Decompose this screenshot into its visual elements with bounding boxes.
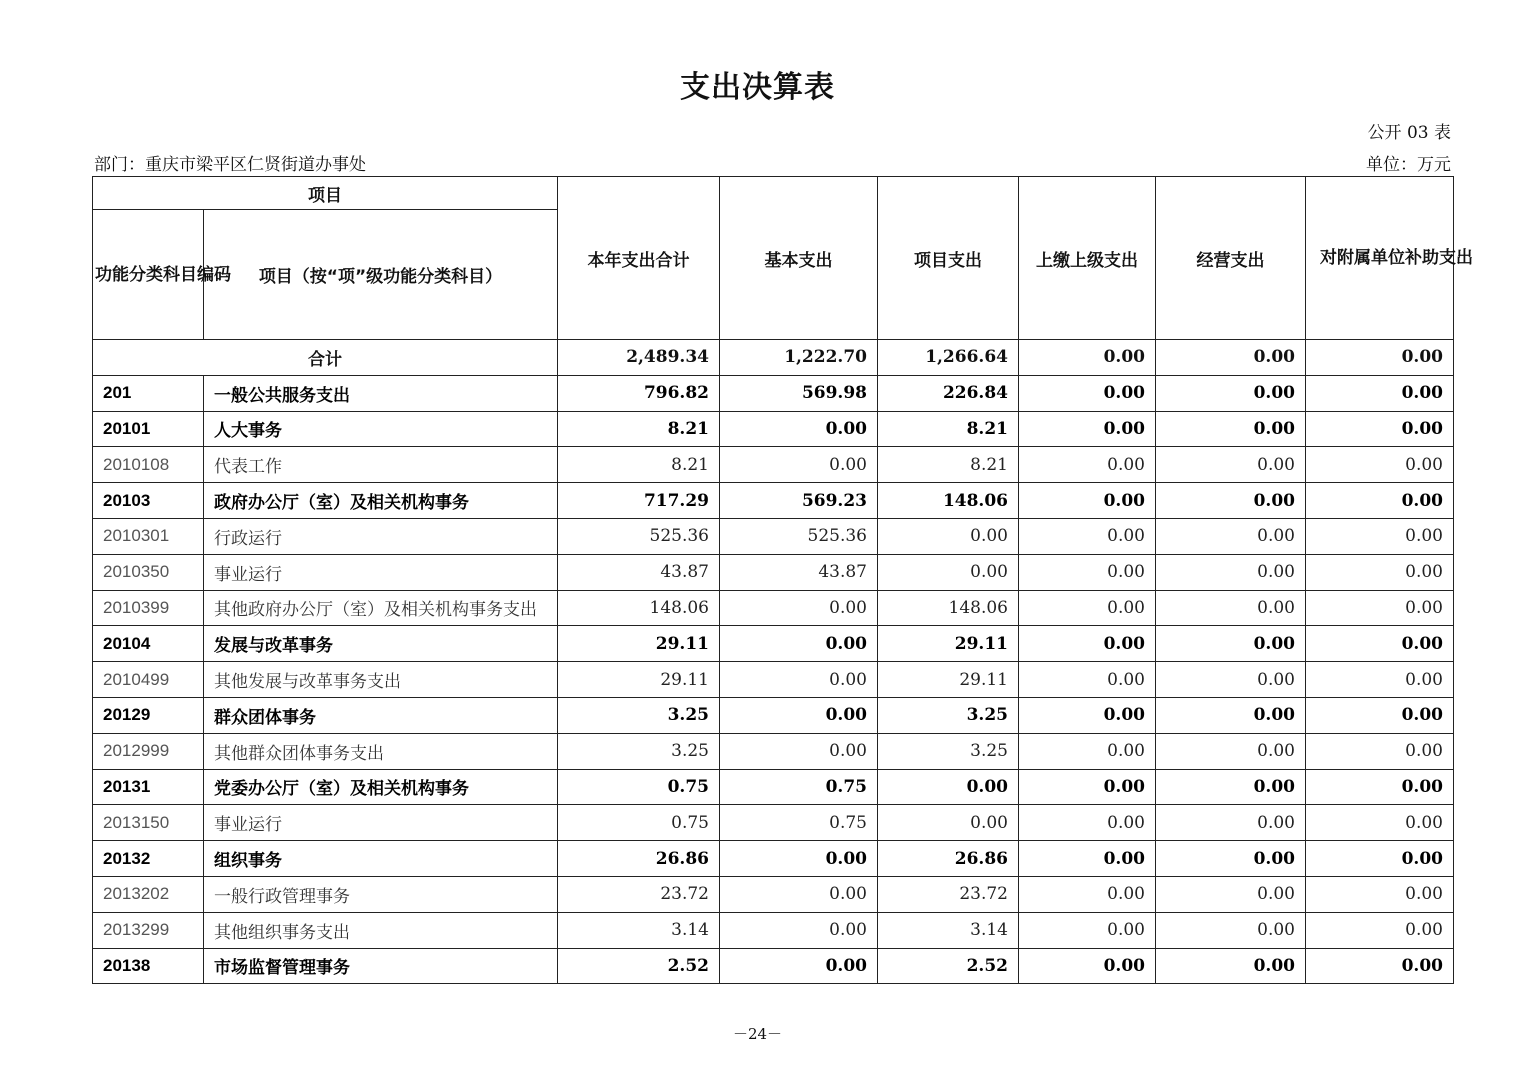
- cell-code: 20103: [93, 483, 204, 519]
- cell-subsidy: 0.00: [1306, 805, 1454, 841]
- cell-project: 29.11: [878, 626, 1019, 662]
- cell-project: 0.00: [878, 769, 1019, 805]
- cell-operating: 0.00: [1156, 554, 1306, 590]
- cell-basic: 0.00: [720, 912, 878, 948]
- cell-operating: 0.00: [1156, 411, 1306, 447]
- cell-subsidy: 0.00: [1306, 375, 1454, 411]
- cell-upper: 0.00: [1019, 876, 1156, 912]
- cell-subsidy: 0.00: [1306, 841, 1454, 877]
- cell-operating: 0.00: [1156, 626, 1306, 662]
- cell-operating: 0.00: [1156, 590, 1306, 626]
- cell-code: 2013202: [93, 876, 204, 912]
- header-project: 项目支出: [878, 177, 1019, 340]
- header-code: 功能分类科目编码: [93, 210, 204, 340]
- cell-name: 其他群众团体事务支出: [204, 733, 558, 769]
- cell-upper: 0.00: [1019, 769, 1156, 805]
- cell-upper: 0.00: [1019, 912, 1156, 948]
- cell-operating: 0.00: [1156, 769, 1306, 805]
- header-name: 项目（按“项”级功能分类科目）: [204, 210, 558, 340]
- unit-label: 单位：万元: [1366, 155, 1451, 175]
- cell-project: 26.86: [878, 841, 1019, 877]
- cell-total: 3.14: [558, 912, 720, 948]
- cell-subsidy: 0.00: [1306, 554, 1454, 590]
- cell-upper: 0.00: [1019, 483, 1156, 519]
- cell-upper: 0.00: [1019, 590, 1156, 626]
- cell-code: 2010108: [93, 447, 204, 483]
- total-cell-basic: 1,222.70: [720, 340, 878, 376]
- cell-basic: 0.00: [720, 697, 878, 733]
- cell-subsidy: 0.00: [1306, 411, 1454, 447]
- cell-name: 其他政府办公厅（室）及相关机构事务支出: [204, 590, 558, 626]
- table-row: [93, 769, 1454, 805]
- cell-total: 148.06: [558, 590, 720, 626]
- cell-operating: 0.00: [1156, 375, 1306, 411]
- cell-code: 2010350: [93, 554, 204, 590]
- cell-upper: 0.00: [1019, 447, 1156, 483]
- header-upper: 上缴上级支出: [1019, 177, 1156, 340]
- cell-total: 8.21: [558, 447, 720, 483]
- cell-subsidy: 0.00: [1306, 912, 1454, 948]
- cell-project: 3.25: [878, 697, 1019, 733]
- total-label: 合计: [93, 340, 558, 376]
- cell-name: 一般公共服务支出: [204, 375, 558, 411]
- page-number: －24－: [732, 1025, 783, 1043]
- cell-subsidy: 0.00: [1306, 769, 1454, 805]
- cell-subsidy: 0.00: [1306, 733, 1454, 769]
- table-row: [93, 590, 1454, 626]
- cell-basic: 0.75: [720, 769, 878, 805]
- cell-name: 其他组织事务支出: [204, 912, 558, 948]
- cell-project: 3.25: [878, 733, 1019, 769]
- cell-basic: 0.00: [720, 841, 878, 877]
- cell-name: 群众团体事务: [204, 697, 558, 733]
- cell-total: 8.21: [558, 411, 720, 447]
- cell-subsidy: 0.00: [1306, 662, 1454, 698]
- cell-project: 0.00: [878, 805, 1019, 841]
- total-row: [93, 340, 1454, 376]
- cell-upper: 0.00: [1019, 733, 1156, 769]
- form-number: 公开 03 表: [1367, 123, 1451, 143]
- cell-total: 717.29: [558, 483, 720, 519]
- table-row: [93, 697, 1454, 733]
- cell-total: 29.11: [558, 662, 720, 698]
- cell-project: 8.21: [878, 447, 1019, 483]
- cell-operating: 0.00: [1156, 662, 1306, 698]
- cell-basic: 569.23: [720, 483, 878, 519]
- cell-total: 43.87: [558, 554, 720, 590]
- cell-basic: 569.98: [720, 375, 878, 411]
- cell-total: 3.25: [558, 733, 720, 769]
- table-row: [93, 626, 1454, 662]
- cell-total: 2.52: [558, 948, 720, 984]
- cell-total: 26.86: [558, 841, 720, 877]
- cell-basic: 43.87: [720, 554, 878, 590]
- cell-upper: 0.00: [1019, 518, 1156, 554]
- table-row: [93, 662, 1454, 698]
- department-label: 部门：重庆市梁平区仁贤街道办事处: [94, 155, 366, 175]
- cell-code: 20132: [93, 841, 204, 877]
- cell-name: 人大事务: [204, 411, 558, 447]
- cell-operating: 0.00: [1156, 518, 1306, 554]
- cell-project: 8.21: [878, 411, 1019, 447]
- cell-code: 2010499: [93, 662, 204, 698]
- page-title: 支出决算表: [680, 70, 835, 105]
- cell-upper: 0.00: [1019, 375, 1156, 411]
- cell-name: 政府办公厅（室）及相关机构事务: [204, 483, 558, 519]
- cell-name: 事业运行: [204, 554, 558, 590]
- cell-upper: 0.00: [1019, 948, 1156, 984]
- cell-total: 29.11: [558, 626, 720, 662]
- cell-code: 20138: [93, 948, 204, 984]
- header-basic: 基本支出: [720, 177, 878, 340]
- cell-code: 2010301: [93, 518, 204, 554]
- cell-code: 20101: [93, 411, 204, 447]
- cell-basic: 0.00: [720, 411, 878, 447]
- table-row: [93, 948, 1454, 984]
- cell-project: 0.00: [878, 518, 1019, 554]
- expenditure-table: [92, 176, 1473, 984]
- header-operating: 经营支出: [1156, 177, 1306, 340]
- cell-upper: 0.00: [1019, 841, 1156, 877]
- cell-operating: 0.00: [1156, 948, 1306, 984]
- cell-total: 0.75: [558, 805, 720, 841]
- cell-code: 2013150: [93, 805, 204, 841]
- cell-project: 148.06: [878, 590, 1019, 626]
- cell-basic: 0.00: [720, 590, 878, 626]
- cell-subsidy: 0.00: [1306, 948, 1454, 984]
- cell-subsidy: 0.00: [1306, 626, 1454, 662]
- cell-operating: 0.00: [1156, 805, 1306, 841]
- cell-subsidy: 0.00: [1306, 697, 1454, 733]
- cell-name: 党委办公厅（室）及相关机构事务: [204, 769, 558, 805]
- table-row: [93, 518, 1454, 554]
- header-project-group: 项目: [93, 177, 558, 210]
- cell-basic: 0.75: [720, 805, 878, 841]
- cell-total: 3.25: [558, 697, 720, 733]
- table-row: [93, 805, 1454, 841]
- table-row: [93, 912, 1454, 948]
- cell-project: 23.72: [878, 876, 1019, 912]
- cell-basic: 0.00: [720, 733, 878, 769]
- table-row: [93, 483, 1454, 519]
- cell-upper: 0.00: [1019, 805, 1156, 841]
- header-subsidy: 对附属单位补助支出: [1306, 177, 1454, 340]
- cell-code: 20131: [93, 769, 204, 805]
- cell-name: 其他发展与改革事务支出: [204, 662, 558, 698]
- cell-basic: 0.00: [720, 662, 878, 698]
- cell-name: 一般行政管理事务: [204, 876, 558, 912]
- table-row: [93, 876, 1454, 912]
- cell-name: 代表工作: [204, 447, 558, 483]
- cell-operating: 0.00: [1156, 841, 1306, 877]
- cell-upper: 0.00: [1019, 697, 1156, 733]
- cell-subsidy: 0.00: [1306, 447, 1454, 483]
- cell-basic: 0.00: [720, 948, 878, 984]
- cell-subsidy: 0.00: [1306, 518, 1454, 554]
- cell-basic: 525.36: [720, 518, 878, 554]
- cell-code: 201: [93, 375, 204, 411]
- total-cell-project: 1,266.64: [878, 340, 1019, 376]
- cell-upper: 0.00: [1019, 411, 1156, 447]
- table-row: [93, 554, 1454, 590]
- cell-project: 0.00: [878, 554, 1019, 590]
- cell-name: 事业运行: [204, 805, 558, 841]
- cell-project: 29.11: [878, 662, 1019, 698]
- cell-total: 525.36: [558, 518, 720, 554]
- cell-total: 796.82: [558, 375, 720, 411]
- cell-operating: 0.00: [1156, 483, 1306, 519]
- cell-subsidy: 0.00: [1306, 483, 1454, 519]
- cell-code: 2012999: [93, 733, 204, 769]
- cell-project: 226.84: [878, 375, 1019, 411]
- cell-operating: 0.00: [1156, 697, 1306, 733]
- cell-basic: 0.00: [720, 626, 878, 662]
- table-row: [93, 375, 1454, 411]
- cell-upper: 0.00: [1019, 662, 1156, 698]
- total-cell-upper: 0.00: [1019, 340, 1156, 376]
- cell-name: 发展与改革事务: [204, 626, 558, 662]
- cell-upper: 0.00: [1019, 626, 1156, 662]
- cell-subsidy: 0.00: [1306, 590, 1454, 626]
- cell-subsidy: 0.00: [1306, 876, 1454, 912]
- total-cell-total: 2,489.34: [558, 340, 720, 376]
- cell-basic: 0.00: [720, 876, 878, 912]
- cell-code: 20104: [93, 626, 204, 662]
- cell-basic: 0.00: [720, 447, 878, 483]
- header-total: 本年支出合计: [558, 177, 720, 340]
- cell-project: 148.06: [878, 483, 1019, 519]
- total-cell-subsidy: 0.00: [1306, 340, 1454, 376]
- cell-operating: 0.00: [1156, 733, 1306, 769]
- cell-code: 20129: [93, 697, 204, 733]
- cell-operating: 0.00: [1156, 876, 1306, 912]
- cell-upper: 0.00: [1019, 554, 1156, 590]
- table-row: [93, 447, 1454, 483]
- cell-operating: 0.00: [1156, 447, 1306, 483]
- total-cell-operating: 0.00: [1156, 340, 1306, 376]
- cell-code: 2010399: [93, 590, 204, 626]
- cell-name: 行政运行: [204, 518, 558, 554]
- cell-total: 23.72: [558, 876, 720, 912]
- table-row: [93, 411, 1454, 447]
- cell-project: 3.14: [878, 912, 1019, 948]
- cell-project: 2.52: [878, 948, 1019, 984]
- cell-operating: 0.00: [1156, 912, 1306, 948]
- cell-code: 2013299: [93, 912, 204, 948]
- cell-name: 市场监督管理事务: [204, 948, 558, 984]
- table-row: [93, 733, 1454, 769]
- table-row: [93, 841, 1454, 877]
- cell-total: 0.75: [558, 769, 720, 805]
- cell-name: 组织事务: [204, 841, 558, 877]
